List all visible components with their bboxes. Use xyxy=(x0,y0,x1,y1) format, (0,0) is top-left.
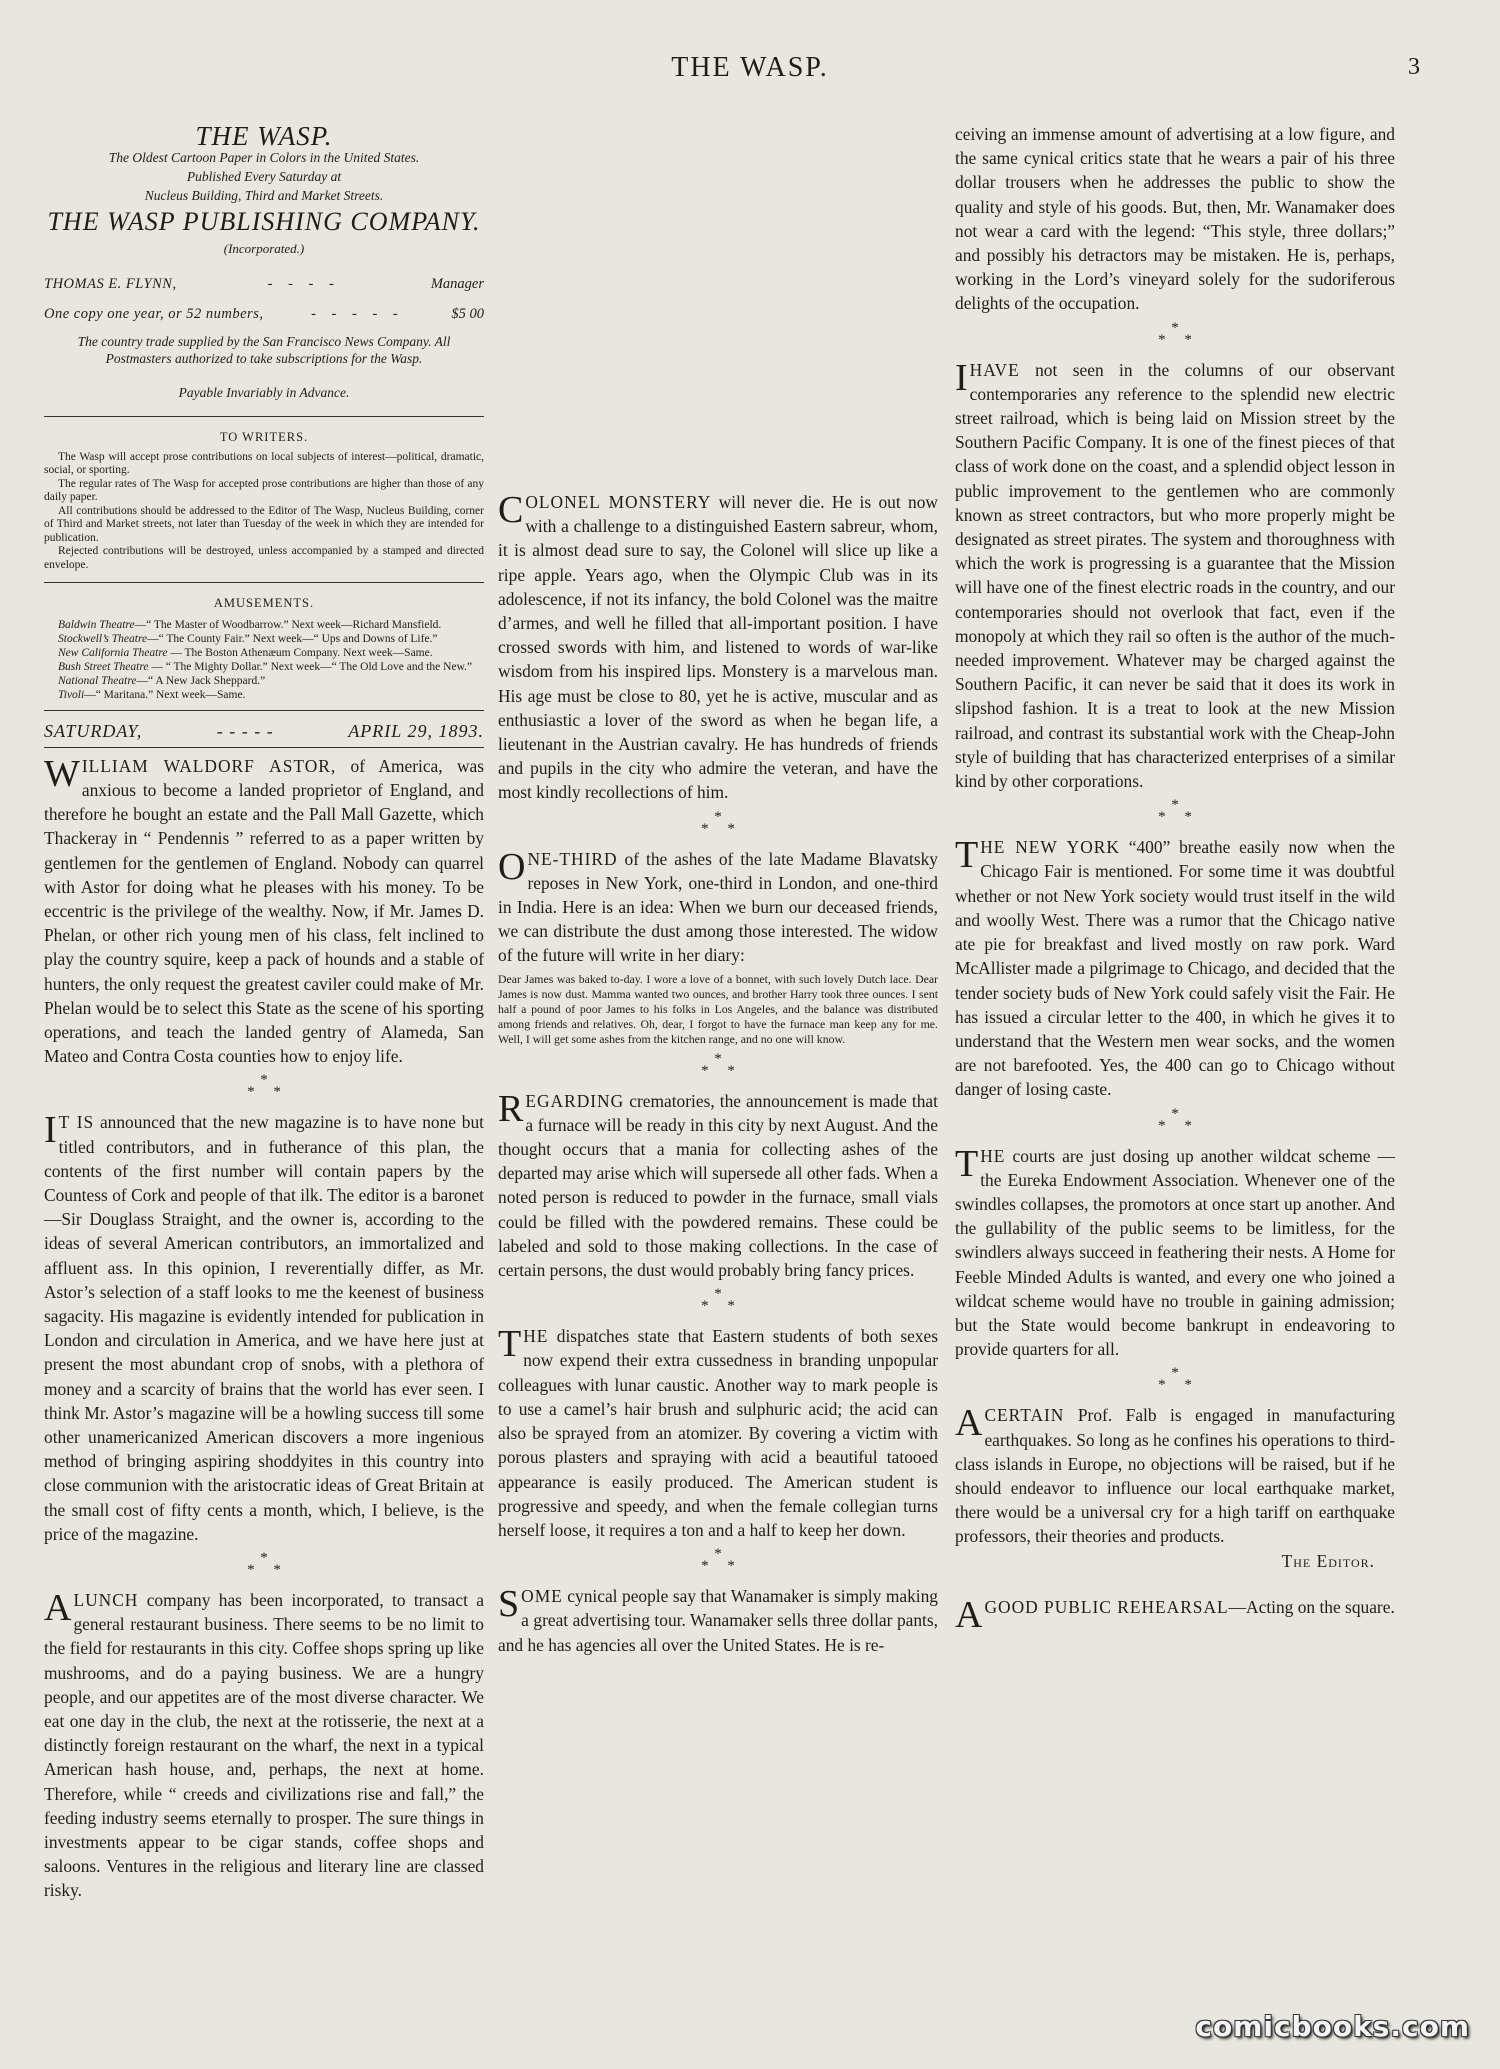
subscription-price: $5 00 xyxy=(451,306,484,323)
dateline-leader: - - - - - xyxy=(216,720,274,741)
article-lead: OLONEL MONSTERY xyxy=(525,492,712,512)
amusement-venue: New California Theatre xyxy=(58,646,168,659)
trade-note: The country trade supplied by the San Francisco News Company. All Postmasters authorized to take subscriptions for the Wasp. xyxy=(77,334,451,367)
article-falb xyxy=(955,1403,1395,1548)
drop-cap: A xyxy=(955,1593,983,1636)
drop-cap: W xyxy=(44,752,80,795)
article-lead: HE xyxy=(980,1145,1006,1166)
article-lead: ILLIAM WALDORF ASTOR, xyxy=(81,755,337,776)
article-wanamaker-continued: ceiving an immense amount of advertising at a low figure, and the same cynical critics state that he wears a pair of his three dollar trousers when he addresses the public to show the quality and style of his goods. But, then, Mr. Wanamaker does not wear a card with the legend: “This style, three dollars;” and possibly his detractors may be mistaken. He is, perhaps, working in the Lord’s vineyard solely for the sudoriferous delights of the occupation. xyxy=(955,124,1395,314)
subscription-row xyxy=(44,303,484,325)
article-wildcat xyxy=(955,1144,1395,1362)
article-four-hundred xyxy=(955,835,1395,1101)
manager-row xyxy=(44,273,484,295)
article-railroad xyxy=(955,358,1395,794)
drop-cap: T xyxy=(498,1323,522,1366)
section-separator: * * * xyxy=(1158,319,1192,348)
article-lead: HAVE xyxy=(969,359,1020,380)
section-separator: * * * xyxy=(247,1072,281,1101)
writers-paragraph: The regular rates of The Wasp for accepted prose contributions are higher than those of any daily paper. xyxy=(44,477,484,504)
manager-name: THOMAS E. FLYNN, xyxy=(44,276,177,293)
article-body: of America, was anxious to become a landed proprietor of England, and therefore he bought an estate and the Pall Mall Gazette, which Thackeray in “ Pendennis ” referred to as a paper written by gentlemen for the gentlemen of England. Nobody can quarrel with Astor for doing what he pleases with his money. To be eccentric is the privilege of the wealthy. Now, if Mr. James D. Phelan, or other rich young men of his class, felt inclined to play the country squire, keep a pack of hounds and a stable of hunters, the only request the greatest caviler could make of Mr. Phelan would be to select this State as the scene of his sporting operations, and teach the landed gentry of Alameda, San Mateo and Contra Costa counties how to enjoy life. xyxy=(44,755,484,1067)
section-separator: * * * xyxy=(701,1286,735,1315)
article-body: company has been incorporated, to transact a general restaurant business. There seems to be no limit to the field for restaurants in this city. Coffee shops spring up like mushrooms, and do a paying business. We are a hungry people, and our appetites are of the most diverse character. We eat one day in the club, the next at the rotisserie, the next at a distinctly foreign restaurant on the wharf, the next in a typical American hash house, and, perhaps, the next at home. Therefore, while “ creeds and civilizations rise and fall,” the feeding industry seems eternally to prosper. The sure things in investments appear to be cigar stands, coffee shops and saloons. Ventures in the religious and literary line are classed risky. xyxy=(44,1590,484,1901)
drop-cap: I xyxy=(955,356,968,399)
amusement-text: —“ Maritana.” Next week—Same. xyxy=(84,688,246,701)
article-body: dispatches state that Eastern students of both sexes now expend their extra cussedness in branding unpopular colleagues with lunar caustic. Another way to mark people is to use a camel’s hair brush and sulphuric acid; the acid can also be sprayed from an atomizer. By covering a victim with porous plasters and spraying with acid a beautiful tatooed appearance is easily produced. The American student is progressive and speedy, and when the female collegian turns herself loose, it requires a ton and a half to keep her down. xyxy=(498,1326,938,1540)
article-body: Prof. Falb is engaged in manufacturing earthquakes. So long as he confines his operations to third-class islands in Europe, no objections will be raised, but if he should endeavor to influence our local earthquake market, there would be a universal cry for a high tariff on earthquake professors, their theories and products. xyxy=(955,1405,1395,1547)
amusement-item xyxy=(44,660,484,674)
section-separator: * * * xyxy=(701,1050,735,1079)
article-body: courts are just dosing up another wildcat scheme — the Eureka Endowment Association. Whenever one of the swindles collapses, the promotors at once start up another. And the gullability of the public seems to be limitless, for the swindlers always succeed in feathering their nests. A Home for Feeble Minded Adults is wanted, and every one who joined a wildcat scheme would have no trouble in gaining admission; but the State would become bankrupt in endeavoring to provide quarters for all. xyxy=(955,1145,1395,1360)
amusement-item xyxy=(44,632,484,646)
amusement-text: —“ The Master of Woodbarrow.” Next week—Richard Mansfield. xyxy=(134,618,442,631)
amusements-heading: AMUSEMENTS. xyxy=(213,596,315,611)
article-body: crematories, the announcement is made that a furnace will be ready in this city by next August. And the thought occurs that a mania for collecting ashes of the departed may arise which will supersede all other fads. When a noted person is reduced to powder in the furnace, small vials could be filled with the powdered remains. These could be labeled and sold to those making collections. In the case of certain persons, the dust would probably bring fancy prices. xyxy=(498,1090,938,1281)
article-body: of the ashes of the late Madame Blavatsky reposes in New York, one-third in London, and one-third in India. Here is an idea: When we burn our deceased friends, we can distribute the dust among those interested. The widow of the future will write in her diary: xyxy=(498,848,938,966)
masthead-address: Nucleus Building, Third and Market Streets. xyxy=(144,188,384,204)
masthead-title: THE WASP. xyxy=(195,121,333,151)
article-crematories xyxy=(498,1089,938,1283)
amusement-item xyxy=(44,618,484,632)
manager-title: Manager xyxy=(430,276,484,293)
amusement-text: — “ The Mighty Dollar.” Next week—“ The Old Love and the New.” xyxy=(148,660,473,673)
amusement-item xyxy=(44,674,484,688)
article-lead: HE NEW YORK xyxy=(980,837,1120,858)
to-writers-heading: TO WRITERS. xyxy=(219,429,309,444)
article-lead: T IS xyxy=(58,1112,95,1133)
amusement-text: —“ The County Fair.” Next week—“ Ups and Downs of Life.” xyxy=(147,632,438,645)
site-watermark: comicbooks.com xyxy=(1195,2010,1470,2043)
article-lead: HE xyxy=(523,1326,549,1347)
amusement-text: — The Boston Athenæum Company. Next week—Same. xyxy=(167,646,433,659)
drop-cap: R xyxy=(498,1087,524,1130)
masthead-incorporated: (Incorporated.) xyxy=(223,241,305,257)
article-body: “400” breathe easily now when the Chicago Fair is mentioned. For some time it was doubtful whether or not New York society would trust itself in the wild and woolly West. There was a rumor that the Chicago native ate pie for breakfast and lived mostly on raw pork. Ward McAllister made a pilgrimage to Chicago, and decided that the tender society buds of New York could safely visit the Fair. He has issued a circular letter to the 400, in which he gives it to understand that the Western men wear socks, and the women are not barefooted. Yes, the 400 can go to Chicago without danger of losing caste. xyxy=(955,837,1395,1100)
article-rehearsal xyxy=(955,1593,1395,1636)
amusement-venue: Bush Street Theatre xyxy=(58,660,149,673)
article-dispatches xyxy=(498,1324,938,1542)
to-writers-box xyxy=(44,425,484,584)
writers-paragraph: All contributions should be addressed to the Editor of The Wasp, Nucleus Building, corner of Third and Market streets, not later than Tuesday of the week in which they are intended for publication. xyxy=(44,504,484,544)
subscription-text: One copy one year, or 52 numbers, xyxy=(44,306,264,323)
amusements-box xyxy=(44,591,484,710)
article-lead: LUNCH xyxy=(73,1590,139,1611)
writers-paragraph: The Wasp will accept prose contributions on local subjects of interest—political, dramatic, social, or sporting. xyxy=(44,450,484,477)
subscription-leader: - - - - - xyxy=(311,306,404,323)
masthead xyxy=(44,121,484,417)
article-monstery xyxy=(498,490,938,805)
dateline-day: SATURDAY, xyxy=(44,720,143,741)
article-wanamaker xyxy=(498,1584,938,1657)
editor-signature: The Editor. xyxy=(1281,1550,1375,1571)
column-right xyxy=(955,122,1395,1636)
drop-cap: A xyxy=(955,1402,983,1445)
article-body: not seen in the columns of our observant contemporaries any reference to the splendid new electric street railroad, which is being laid on Mission street by the Southern Pacific Company. It is one of the finest pieces of that class of work done on the coast, and a splendid object lesson in public improvement to the gentlemen who are commonly known as street contractors, but who more properly might be designated as street pirates. The system and thoroughness with which the work is progressing is a guarantee that the Mission will have one of the finest electric roads in the country, and our contemporaries should not overlook that fact, even if the monopoly at which they rail so often is the author of the much-needed improvement. Whatever may be charged against the Southern Pacific, it can never be said that it does its work in slipshod fashion. It is a treat to look at the new Mission railroad, and contrast its substantial work with the Cheap-John style of building that has characterized enterprises of a similar kind by other corporations. xyxy=(955,359,1395,792)
writers-paragraph: Rejected contributions will be destroyed, unless accompanied by a stamped and directed envelope. xyxy=(44,545,484,571)
article-body: will never die. He is out now with a challenge to a distinguished Eastern sabreur, whom, it is almost dead sure to say, the Colonel will slice up like a ripe apple. Years ago, when the Olympic Club was in its adolescence, if not its infancy, the bold Colonel was the maitre d’armes, and well he filled that all-important position. I have crossed swords with him, and listened to words of war-like wisdom from his inspired lips. Monstery is a marvelous man. His age must be close to 80, yet he is active, muscular and as enthusiastic a lover of the sword as when he began life, a lieutenant in the Austrian cavalry. He has hundreds of friends and pupils in the city who admire the veteran, and have the most kindly recollections of him. xyxy=(498,492,938,803)
article-blavatsky xyxy=(498,847,938,1047)
drop-cap: A xyxy=(44,1587,72,1630)
manager-leader: - - - - xyxy=(267,276,340,293)
article-lead: EGARDING xyxy=(525,1090,625,1111)
diary-excerpt: Dear James was baked to-day. I wore a love of a bonnet, with such lovely Dutch lace. Dear James is now dust. Mamma wanted two ounces, and brother Harry took three ounces. I sent half a pound of poor James to his folks in Los Angeles, and the balance was distributed among friends and relatives. Oh, dear, I forgot to have the furnace man keep any for me. Well, I will get some ashes from the kitchen range, and no one will know. xyxy=(498,971,938,1046)
running-title: THE WASP. xyxy=(671,52,829,83)
article-body: announced that the new magazine is to have none but titled contributors, and in futherance of this plan, the contents of the first number will contain papers by the Countess of Cork and people of that ilk. The editor is a baronet—Sir Douglass Straight, and the owner is, according to the ideas of several American contributors, an immortalized and affluent ass. In this opinion, I reverentially differ, as Mr. Astor’s selection of a staff looks to me the keenest of business sagacity. His magazine is evidently intended for publication in London and circulation in America, and we have here just at present the most abundant crop of snobs, with a plethora of money and a scarcity of brains that the world has ever seen. I think Mr. Astor’s magazine will be a howling success till some other unamericanized American discovers a more ingenious method of bringing aspiring shoddyites in this country into close communion with the aristocratic ideas of Great Britain at the small cost of fifty cents a month, which, I believe, is the price of the magazine. xyxy=(44,1112,484,1544)
article-lead: NE-THIRD xyxy=(527,848,618,869)
masthead-company: THE WASP PUBLISHING COMPANY. xyxy=(47,207,481,237)
section-separator: * * * xyxy=(701,808,735,837)
article-lead: GOOD PUBLIC REHEARSAL xyxy=(984,1596,1229,1617)
section-separator: * * * xyxy=(1158,1105,1192,1134)
section-separator: * * * xyxy=(701,1546,735,1575)
drop-cap: C xyxy=(498,489,524,531)
payable-note: Payable Invariably in Advance. xyxy=(44,381,484,416)
amusement-venue: Tivoli xyxy=(58,688,85,701)
article-astor xyxy=(44,754,484,1069)
drop-cap: I xyxy=(44,1109,57,1152)
amusement-text: —“ A New Jack Sheppard.” xyxy=(136,674,266,687)
dateline-date: APRIL 29, 1893. xyxy=(348,720,484,741)
article-lead: CERTAIN xyxy=(984,1405,1065,1426)
amusement-venue: Stockwell’s Theatre xyxy=(58,632,148,645)
drop-cap: O xyxy=(498,845,526,888)
column-left xyxy=(44,122,484,1903)
section-separator: * * * xyxy=(1158,1365,1192,1394)
drop-cap: T xyxy=(955,1142,979,1185)
amusement-item xyxy=(44,688,484,702)
article-lead: OME xyxy=(521,1586,563,1607)
drop-cap: S xyxy=(498,1583,520,1626)
page-header xyxy=(40,52,1460,92)
amusement-venue: Baldwin Theatre xyxy=(58,618,135,631)
dateline xyxy=(44,719,484,748)
section-separator: * * * xyxy=(247,1550,281,1579)
article-magazine xyxy=(44,1110,484,1546)
article-body: cynical people say that Wanamaker is simply making a great advertising tour. Wanamaker sells three dollar pants, and he has agencies all over the United States. He is re- xyxy=(498,1586,938,1655)
amusement-venue: National Theatre xyxy=(58,674,137,687)
article-body: —Acting on the square. xyxy=(1228,1596,1395,1617)
column-middle-content xyxy=(498,122,938,1657)
article-lunch xyxy=(44,1588,484,1903)
drop-cap: T xyxy=(955,834,979,877)
masthead-published: Published Every Saturday at xyxy=(186,169,342,185)
page-number: 3 xyxy=(1408,54,1420,80)
section-separator: * * * xyxy=(1158,797,1192,826)
amusement-item xyxy=(44,646,484,660)
masthead-tagline: The Oldest Cartoon Paper in Colors in the United States. xyxy=(108,150,420,166)
